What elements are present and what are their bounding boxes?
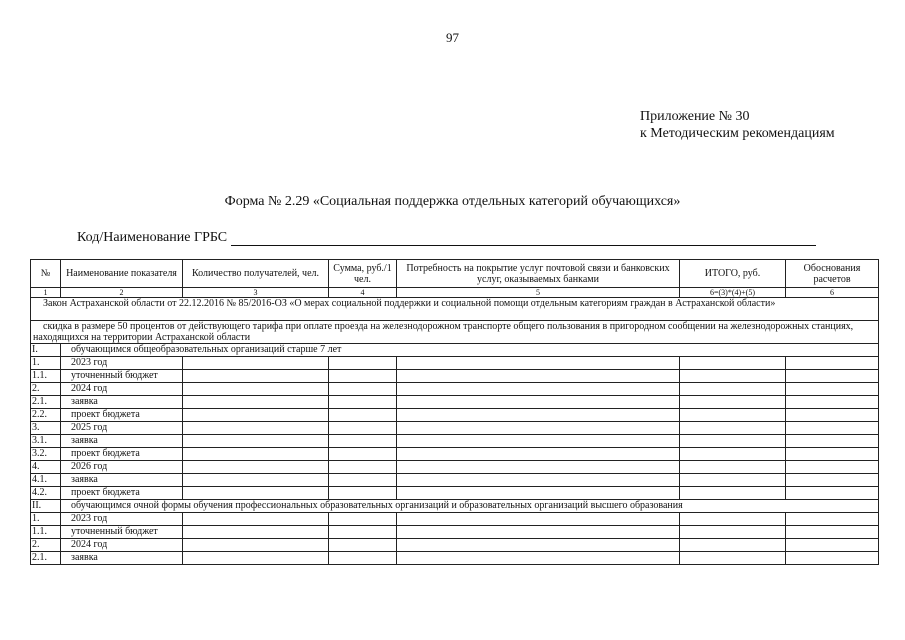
header-indicator-name: Наименование показателя bbox=[61, 260, 183, 288]
justification-cell[interactable] bbox=[786, 552, 879, 565]
services-cell[interactable] bbox=[397, 383, 680, 396]
column-number: 4 bbox=[329, 288, 397, 298]
law-text: Закон Астраханской области от 22.12.2016 № 85/2016-ОЗ «О мерах социальной поддержки и социальной помощи отдельным категориям граждан в Астраханской области» bbox=[31, 298, 879, 321]
header-row bbox=[31, 260, 879, 288]
row-number: 2. bbox=[31, 383, 61, 396]
services-cell[interactable] bbox=[397, 487, 680, 500]
table-row bbox=[31, 474, 879, 487]
amount-cell[interactable] bbox=[329, 422, 397, 435]
header-total: ИТОГО, руб. bbox=[680, 260, 786, 288]
justification-cell[interactable] bbox=[786, 435, 879, 448]
discount-text: скидка в размере 50 процентов от действующего тарифа при оплате проезда на железнодорожном транспорте общего пользования в пригородном сообщении на железнодорожных станциях, находящихся на территории Астраханской области bbox=[31, 321, 879, 344]
row-number: 3.1. bbox=[31, 435, 61, 448]
row-indicator-name: уточненный бюджет bbox=[61, 526, 183, 539]
table-row bbox=[31, 448, 879, 461]
grbs-input-line[interactable] bbox=[231, 231, 816, 246]
form-table bbox=[30, 259, 879, 565]
total-cell[interactable] bbox=[680, 474, 786, 487]
row-indicator-name: заявка bbox=[61, 552, 183, 565]
table-row bbox=[31, 396, 879, 409]
column-number: 1 bbox=[31, 288, 61, 298]
total-cell[interactable] bbox=[680, 539, 786, 552]
services-cell[interactable] bbox=[397, 396, 680, 409]
amount-cell[interactable] bbox=[329, 357, 397, 370]
page-number: 97 bbox=[446, 30, 459, 45]
total-cell[interactable] bbox=[680, 487, 786, 500]
table-row bbox=[31, 552, 879, 565]
amount-cell[interactable] bbox=[329, 370, 397, 383]
row-number: 4.2. bbox=[31, 487, 61, 500]
row-indicator-name: 2024 год bbox=[61, 383, 183, 396]
total-cell[interactable] bbox=[680, 513, 786, 526]
recipients-cell[interactable] bbox=[183, 448, 329, 461]
services-cell[interactable] bbox=[397, 552, 680, 565]
justification-cell[interactable] bbox=[786, 513, 879, 526]
row-number: 2.2. bbox=[31, 409, 61, 422]
section-row bbox=[31, 344, 879, 357]
appendix-line-2: к Методическим рекомендациям bbox=[640, 126, 835, 141]
recipients-cell[interactable] bbox=[183, 526, 329, 539]
services-cell[interactable] bbox=[397, 461, 680, 474]
row-indicator-name: 2023 год bbox=[61, 513, 183, 526]
services-cell[interactable] bbox=[397, 448, 680, 461]
law-row bbox=[31, 298, 879, 321]
table-row bbox=[31, 435, 879, 448]
row-indicator-name: 2025 год bbox=[61, 422, 183, 435]
row-number: 1.1. bbox=[31, 370, 61, 383]
row-indicator-name: проект бюджета bbox=[61, 487, 183, 500]
table-row bbox=[31, 357, 879, 370]
services-cell[interactable] bbox=[397, 435, 680, 448]
header-amount-per-person: Сумма, руб./1 чел. bbox=[329, 260, 397, 288]
grbs-line bbox=[77, 230, 816, 246]
header-justification: Обоснования расчетов bbox=[786, 260, 879, 288]
column-number-row bbox=[31, 288, 879, 298]
header-recipients-count: Количество получателей, чел. bbox=[183, 260, 329, 288]
total-cell[interactable] bbox=[680, 526, 786, 539]
total-cell[interactable] bbox=[680, 448, 786, 461]
justification-cell[interactable] bbox=[786, 461, 879, 474]
amount-cell[interactable] bbox=[329, 396, 397, 409]
amount-cell[interactable] bbox=[329, 526, 397, 539]
justification-cell[interactable] bbox=[786, 383, 879, 396]
services-cell[interactable] bbox=[397, 409, 680, 422]
section-title: обучающимся очной формы обучения профессиональных образовательных организаций и образовательных организаций высшего образования bbox=[61, 500, 879, 513]
table-row bbox=[31, 461, 879, 474]
row-indicator-name: 2023 год bbox=[61, 357, 183, 370]
total-cell[interactable] bbox=[680, 435, 786, 448]
table-row bbox=[31, 513, 879, 526]
row-number: 3.2. bbox=[31, 448, 61, 461]
table-row bbox=[31, 409, 879, 422]
amount-cell[interactable] bbox=[329, 461, 397, 474]
total-cell[interactable] bbox=[680, 422, 786, 435]
amount-cell[interactable] bbox=[329, 539, 397, 552]
services-cell[interactable] bbox=[397, 370, 680, 383]
row-number: 2. bbox=[31, 539, 61, 552]
table-row bbox=[31, 539, 879, 552]
row-indicator-name: заявка bbox=[61, 435, 183, 448]
column-number: 3 bbox=[183, 288, 329, 298]
total-cell[interactable] bbox=[680, 370, 786, 383]
services-cell[interactable] bbox=[397, 474, 680, 487]
justification-cell[interactable] bbox=[786, 357, 879, 370]
amount-cell[interactable] bbox=[329, 513, 397, 526]
amount-cell[interactable] bbox=[329, 552, 397, 565]
table-row bbox=[31, 526, 879, 539]
table-row bbox=[31, 487, 879, 500]
row-number: 4.1. bbox=[31, 474, 61, 487]
total-cell[interactable] bbox=[680, 409, 786, 422]
total-cell[interactable] bbox=[680, 357, 786, 370]
amount-cell[interactable] bbox=[329, 487, 397, 500]
amount-cell[interactable] bbox=[329, 448, 397, 461]
section-title: обучающимся общеобразовательных организаций старше 7 лет bbox=[61, 344, 879, 357]
justification-cell[interactable] bbox=[786, 526, 879, 539]
header-no: № bbox=[31, 260, 61, 288]
row-number: 3. bbox=[31, 422, 61, 435]
amount-cell[interactable] bbox=[329, 383, 397, 396]
row-number: 2.1. bbox=[31, 552, 61, 565]
recipients-cell[interactable] bbox=[183, 513, 329, 526]
justification-cell[interactable] bbox=[786, 448, 879, 461]
justification-cell[interactable] bbox=[786, 487, 879, 500]
row-indicator-name: заявка bbox=[61, 474, 183, 487]
services-cell[interactable] bbox=[397, 357, 680, 370]
amount-cell[interactable] bbox=[329, 409, 397, 422]
row-indicator-name: заявка bbox=[61, 396, 183, 409]
row-number: 1. bbox=[31, 513, 61, 526]
total-cell[interactable] bbox=[680, 396, 786, 409]
table-row bbox=[31, 383, 879, 396]
row-indicator-name: 2026 год bbox=[61, 461, 183, 474]
total-cell[interactable] bbox=[680, 552, 786, 565]
amount-cell[interactable] bbox=[329, 474, 397, 487]
total-cell[interactable] bbox=[680, 461, 786, 474]
row-indicator-name: уточненный бюджет bbox=[61, 370, 183, 383]
recipients-cell[interactable] bbox=[183, 552, 329, 565]
section-row bbox=[31, 500, 879, 513]
amount-cell[interactable] bbox=[329, 435, 397, 448]
column-number: 6=(3)*(4)+(5) bbox=[680, 288, 786, 298]
justification-cell[interactable] bbox=[786, 474, 879, 487]
row-number: 1.1. bbox=[31, 526, 61, 539]
services-cell[interactable] bbox=[397, 539, 680, 552]
services-cell[interactable] bbox=[397, 513, 680, 526]
justification-cell[interactable] bbox=[786, 422, 879, 435]
grbs-label: Код/Наименование ГРБС bbox=[77, 230, 228, 245]
row-number: I. bbox=[31, 344, 61, 357]
recipients-cell[interactable] bbox=[183, 409, 329, 422]
services-cell[interactable] bbox=[397, 526, 680, 539]
justification-cell[interactable] bbox=[786, 370, 879, 383]
header-postal-bank-services: Потребность на покрытие услуг почтовой связи и банковских услуг, оказываемых банками bbox=[397, 260, 680, 288]
column-number: 5 bbox=[397, 288, 680, 298]
justification-cell[interactable] bbox=[786, 539, 879, 552]
appendix-line-1: Приложение № 30 bbox=[640, 109, 750, 124]
justification-cell[interactable] bbox=[786, 396, 879, 409]
discount-row bbox=[31, 321, 879, 344]
recipients-cell[interactable] bbox=[183, 383, 329, 396]
total-cell[interactable] bbox=[680, 383, 786, 396]
column-number: 2 bbox=[61, 288, 183, 298]
recipients-cell[interactable] bbox=[183, 461, 329, 474]
justification-cell[interactable] bbox=[786, 409, 879, 422]
form-title: Форма № 2.29 «Социальная поддержка отдельных категорий обучающихся» bbox=[224, 194, 681, 209]
recipients-cell[interactable] bbox=[183, 357, 329, 370]
row-number: 2.1. bbox=[31, 396, 61, 409]
row-indicator-name: проект бюджета bbox=[61, 448, 183, 461]
column-number: 6 bbox=[786, 288, 879, 298]
recipients-cell[interactable] bbox=[183, 422, 329, 435]
recipients-cell[interactable] bbox=[183, 396, 329, 409]
recipients-cell[interactable] bbox=[183, 370, 329, 383]
row-number: II. bbox=[31, 500, 61, 513]
row-indicator-name: 2024 год bbox=[61, 539, 183, 552]
row-number: 4. bbox=[31, 461, 61, 474]
recipients-cell[interactable] bbox=[183, 474, 329, 487]
row-number: 1. bbox=[31, 357, 61, 370]
services-cell[interactable] bbox=[397, 422, 680, 435]
table-row bbox=[31, 370, 879, 383]
table-row bbox=[31, 422, 879, 435]
recipients-cell[interactable] bbox=[183, 539, 329, 552]
row-indicator-name: проект бюджета bbox=[61, 409, 183, 422]
recipients-cell[interactable] bbox=[183, 487, 329, 500]
recipients-cell[interactable] bbox=[183, 435, 329, 448]
appendix-note bbox=[640, 108, 835, 142]
